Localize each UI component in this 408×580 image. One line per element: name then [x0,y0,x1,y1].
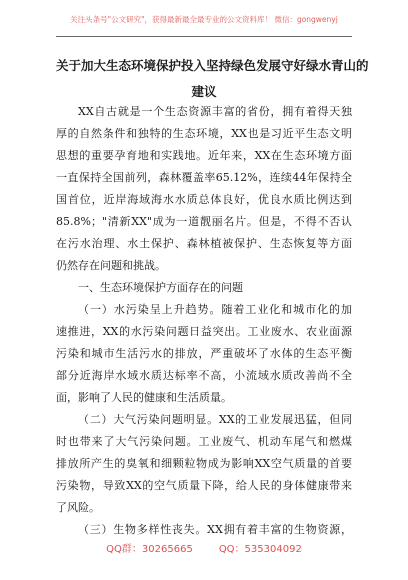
body-line: （三）生物多样性丧失。XX拥有着丰富的生物资源， [78,523,352,536]
body-line: 85.8%；"清新XX"成为一道靓丽名片。但是，不得不否认 [56,215,352,228]
body-line: 在污水治理、水土保护、森林植被保护、生态恢复等方面 [56,237,352,250]
body-line: 面，影响了人民的健康和生活质量。 [56,391,232,404]
body-line: （二）大气污染问题明显。XX的工业发展迅猛，但同 [78,413,352,426]
body-line: 厚的自然条件和独特的生态环境，XX也是习近平生态文明 [56,127,352,140]
footer-qq-group: QQ群：30265665 [106,544,193,555]
body-line: 排放所产生的臭氧和细颗粒物成为影响XX空气质量的首要 [56,457,352,470]
body-line: 部分近海岸水域水质达标率不高，小流域水质改善尚不全 [56,369,352,382]
body-line: 一直保持全国前列，森林覆盖率65.12%，连续44年保持全 [56,171,352,184]
document-title-line-2: 建议 [191,84,217,99]
body-line: 国首位，近岸海域海水水质总体良好，优良水质比例达到 [56,193,352,206]
footer-qq-number: QQ：535304092 [218,544,302,555]
body-line: 了风险。 [56,501,100,514]
body-line: 污染物，导致XX的空气质量下降，给人民的身体健康带来 [56,479,352,492]
section-heading: 一、生态环境保护方面存在的问题 [78,281,243,294]
body-line: 速推进，XX的水污染问题日益突出。工业废水、农业面源 [56,325,352,338]
body-line: XX自古就是一个生态资源丰富的省份，拥有着得天独 [78,105,352,118]
document-title-line-1: 关于加大生态环境保护投入坚持绿色发展守好绿水青山的 [56,58,369,73]
header-banner: 关注头条号"公文研究"，获得最新最全最专业的公文资料库！ 微信：gongwenyj [70,15,338,24]
body-line: 时也带来了大气污染问题。工业废气、机动车尾气和燃煤 [56,435,352,448]
body-line: 污染和城市生活污水的排放，严重破坏了水体的生态平衡 [56,347,352,360]
header-divider [56,36,352,37]
footer-contact [0,540,408,555]
body-line: 仍然存在问题和挑战。 [56,259,166,272]
body-line: 思想的重要孕育地和实践地。近年来，XX在生态环境方面 [56,149,352,162]
body-line: （一）水污染呈上升趋势。随着工业化和城市化的加 [78,303,352,316]
